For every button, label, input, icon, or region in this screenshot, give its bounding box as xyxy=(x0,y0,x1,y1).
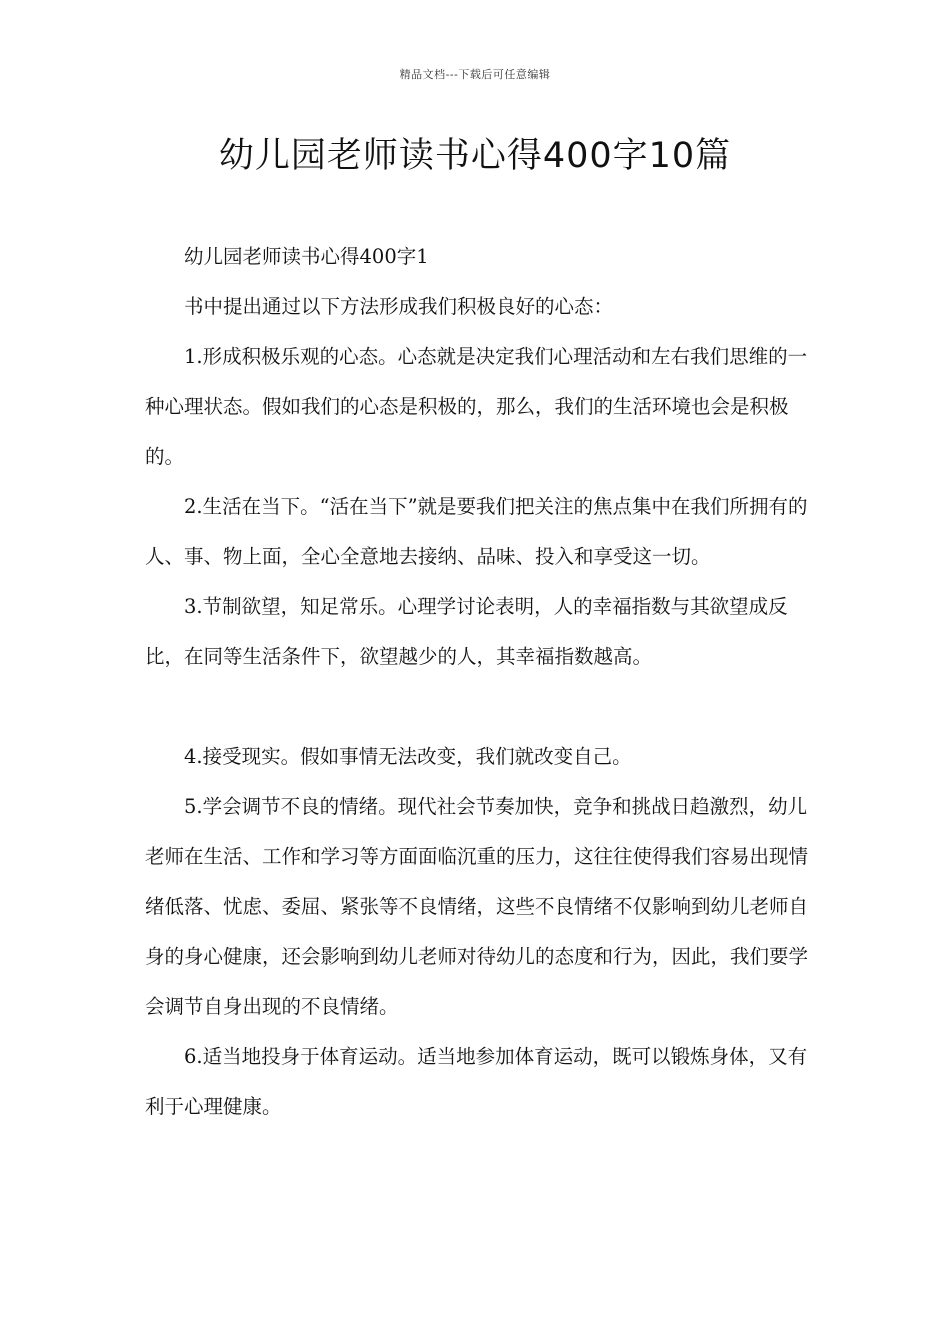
header-note: 精品文档---下载后可任意编辑 xyxy=(399,68,551,81)
section-heading: 幼儿园老师读书心得400字1 xyxy=(184,245,429,268)
intro-paragraph: 书中提出通过以下方法形成我们积极良好的心态： xyxy=(184,295,614,318)
paragraph-item-2: 2.生活在当下。“活在当下”就是要我们把关注的焦点集中在我们所拥有的人、事、物上面，全心全意地去接纳、品味、投入和享受这一切。 xyxy=(145,495,808,568)
paragraph-item-4: 4.接受现实。假如事情无法改变，我们就改变自己。 xyxy=(184,745,632,768)
paragraph-item-6: 6.适当地投身于体育运动。适当地参加体育运动，既可以锻炼身体，又有利于心理健康。 xyxy=(145,1045,808,1118)
paragraph-spacer xyxy=(145,682,810,732)
paragraph-item-1: 1.形成积极乐观的心态。心态就是决定我们心理活动和左右我们思维的一种心理状态。假如我们的心态是积极的，那么，我们的生活环境也会是积极的。 xyxy=(145,345,808,468)
document-body xyxy=(145,232,810,1132)
paragraph-item-3: 3.节制欲望，知足常乐。心理学讨论表明，人的幸福指数与其欲望成反比，在同等生活条件下，欲望越少的人，其幸福指数越高。 xyxy=(145,595,788,668)
document-title: 幼儿园老师读书心得400字10篇 xyxy=(218,136,732,176)
paragraph-item-5: 5.学会调节不良的情绪。现代社会节奏加快，竞争和挑战日趋激烈，幼儿老师在生活、工作和学习等方面面临沉重的压力，这往往使得我们容易出现情绪低落、忧虑、委屈、紧张等不良情绪，这些不良情绪不仅影响到幼儿老师自身的身心健康，还会影响到幼儿老师对待幼儿的态度和行为，因此，我们要学会调节自身出现的不良情绪。 xyxy=(145,795,809,1018)
